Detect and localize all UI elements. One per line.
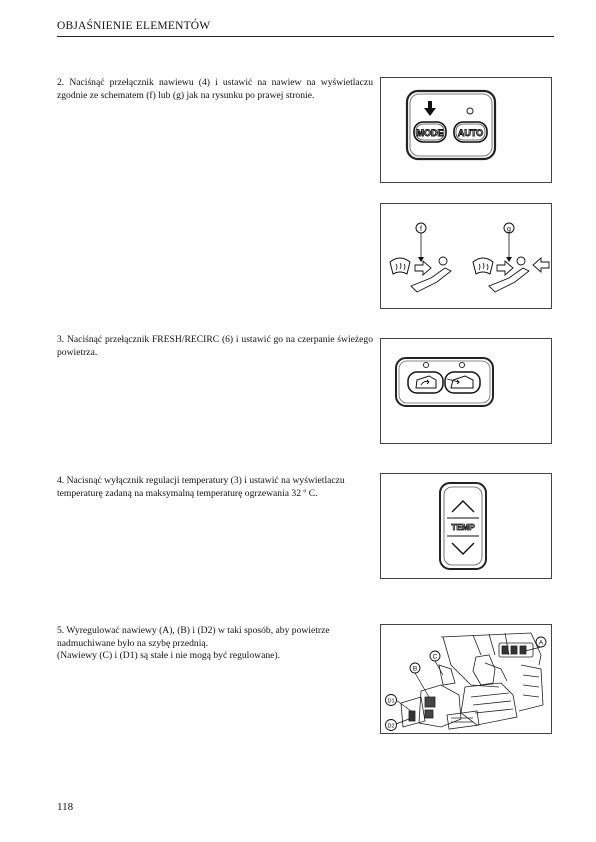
cab-interior-illustration (401, 633, 543, 729)
auto-button (454, 122, 487, 142)
fresh-air-button (445, 372, 480, 393)
cab-vents-figure (380, 624, 552, 734)
temp-switch-figure (380, 473, 552, 579)
seated-person-icon (411, 257, 451, 292)
airflow-diagram-g (473, 223, 549, 292)
page-number: 118 (57, 801, 74, 813)
step-3-text: 3. Naciśnąć przełącznik FRESH/RECIRC (6) i ustawić go na czerpanie świeżego powietrza. (57, 334, 373, 358)
vent-label-d2: D2 (387, 723, 395, 730)
step-2 (57, 77, 373, 102)
seated-person-icon (489, 257, 529, 292)
page-header (57, 20, 554, 37)
feet-airflow-arrow-icon (533, 258, 549, 272)
step-5-line-2: (Nawiewy (C) i (D1) są stałe i nie mogą być regulowane). (57, 650, 280, 661)
airflow-diagram-f (390, 223, 451, 292)
label-f: f (420, 226, 422, 233)
vent-label-c: C (432, 653, 438, 661)
step-2-text: 2. Naciśnąć przełącznik nawiewu (4) i ustawić na nawiew na wyświetlaczu zgodnie ze schematem (f) lub (g) jak na rysunku po prawej stronie. (57, 77, 373, 101)
airflow-arrow-icon (415, 261, 431, 275)
recirc-button (408, 372, 443, 393)
step-4-text: 4. Nacisnąć wyłącznik regulacji temperatury (3) i ustawić na wyświetlaczu temperaturę zadaną na maksymalną temperaturę ogrzewania 32 º C. (57, 475, 345, 499)
step-5-line-1: 5. Wyregulować nawiewy (A), (B) i (D2) w taki sposób, aby powietrze nadmuchiwane było na szybę przednią. (57, 625, 330, 649)
mode-button (414, 122, 446, 142)
airflow-mode-figure (380, 203, 552, 309)
step-5 (57, 625, 373, 663)
mode-auto-panel-figure (380, 77, 552, 183)
vent-label-d1: D1 (387, 698, 395, 705)
step-3 (57, 334, 373, 359)
header-title: OBJAŚNIENIE ELEMENTÓW (57, 20, 211, 32)
vent-label-b: B (412, 665, 418, 673)
defrost-icon (390, 258, 410, 274)
label-g: g (507, 226, 511, 233)
airflow-arrow-icon (497, 261, 513, 275)
defrost-icon (473, 258, 493, 274)
fresh-recirc-panel-figure (380, 338, 552, 444)
temp-label: TEMP (451, 522, 475, 532)
auto-button-label: AUTO (457, 128, 484, 138)
mode-button-label: MODE (416, 128, 444, 138)
vent-label-a: A (538, 639, 544, 647)
step-4 (57, 475, 373, 500)
